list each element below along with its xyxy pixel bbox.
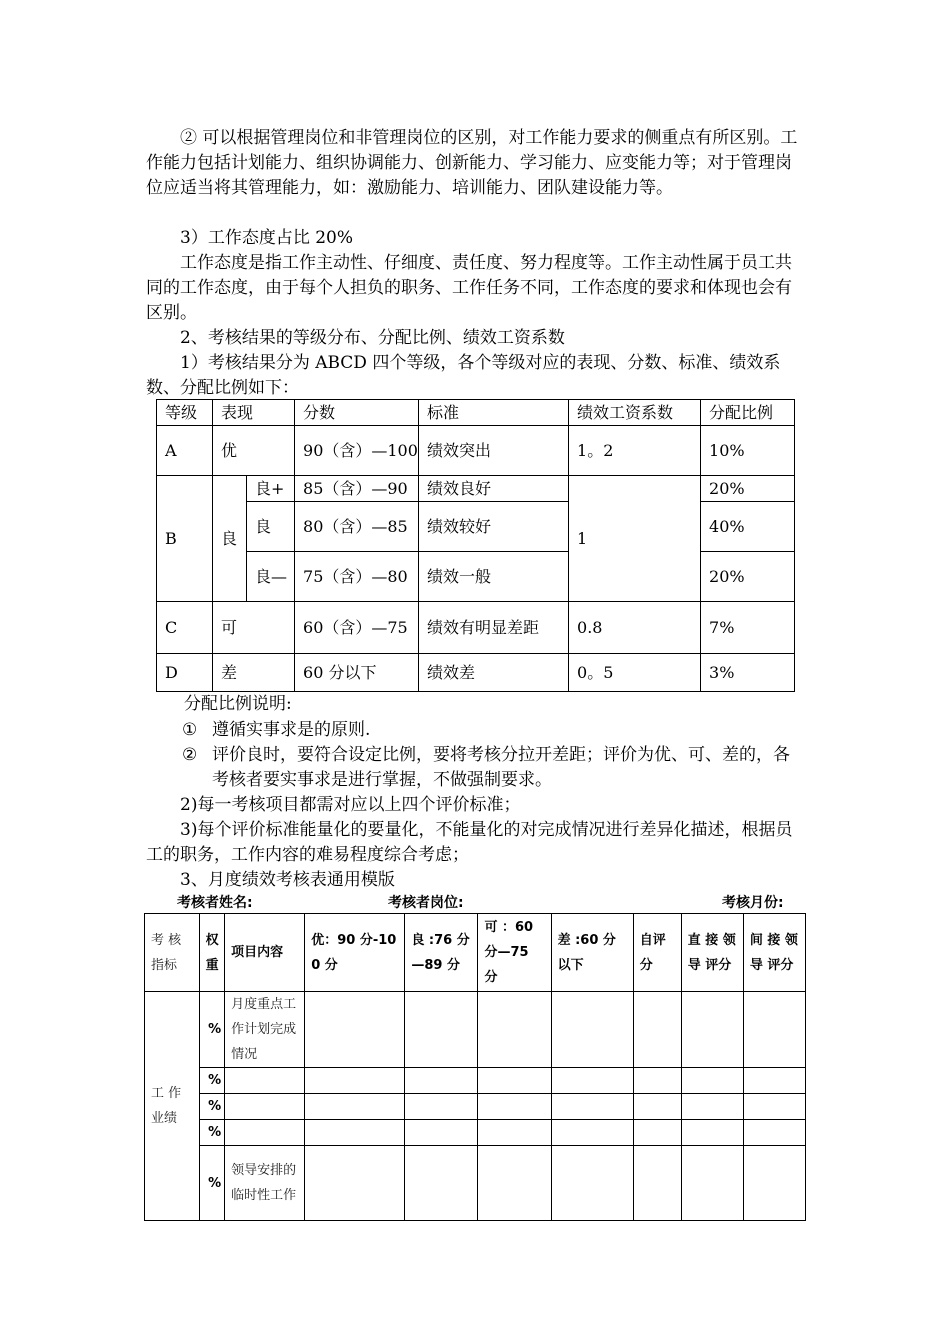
grade-standard: 绩效较好 [419,502,569,552]
ratio-note-number: ② [182,745,198,765]
header-poor: 差 :60 分以下 [551,914,633,992]
cell-fair[interactable] [478,1094,551,1120]
header-good: 良 :76 分—89 分 [405,914,478,992]
cell-self-score[interactable] [633,1094,681,1120]
category-work-performance: 工 作 业绩 [145,992,200,1221]
grade-row-c [157,602,795,654]
cell-good[interactable] [405,1120,478,1146]
item-temporary-work: 领导安排的临时性工作 [225,1146,305,1221]
grade-standard: 绩效差 [419,654,569,692]
grade-score: 75（含）—80 [295,552,419,602]
paragraph-grade-intro: 1）考核结果分为 ABCD 四个等级，各个等级对应的表现、分数、标准、绩效系数、分配比例如下： [146,353,781,398]
cell-direct-leader-score[interactable] [681,1068,743,1094]
cell-item-content[interactable] [225,1068,305,1094]
cell-excellent[interactable] [305,1094,405,1120]
cell-poor[interactable] [551,1146,633,1221]
grade-coefficient: 0.8 [569,602,701,654]
grade-letter: D [157,654,213,692]
header-weight: 权重 [200,914,225,992]
grade-ratio: 40% [701,502,795,552]
cell-fair[interactable] [478,1146,551,1221]
grade-coefficient: 0。5 [569,654,701,692]
cell-direct-leader-score[interactable] [681,1146,743,1221]
grade-sub-level: 良 [247,502,295,552]
weight-percent: % [200,992,225,1068]
form-header-row [145,914,806,992]
cell-excellent[interactable] [305,1146,405,1221]
grade-sub-level: 良+ [247,476,295,502]
form-row-temporary-work [145,1146,806,1221]
grade-ratio: 7% [701,602,795,654]
grade-letter: B [157,476,213,602]
form-row-blank [145,1068,806,1094]
grade-table-header [157,400,795,426]
cell-indirect-leader-score[interactable] [743,1120,805,1146]
cell-good[interactable] [405,1094,478,1120]
grade-score: 90（含）—100 [295,426,419,476]
ratio-note-2: 评价良时，要符合设定比例，要将考核分拉开差距；评价为优、可、差的，各考核者要实事求是进行掌握，不做强制要求。 [212,745,790,790]
ratio-note-number: ① [182,720,198,740]
header-ratio: 分配比例 [701,400,795,426]
grade-letter: C [157,602,213,654]
cell-excellent[interactable] [305,1120,405,1146]
cell-self-score[interactable] [633,992,681,1068]
grade-ratio: 3% [701,654,795,692]
grade-ratio: 20% [701,552,795,602]
grade-ratio: 10% [701,426,795,476]
header-grade: 等级 [157,400,213,426]
cell-good[interactable] [405,1146,478,1221]
section-heading-template: 3、月度绩效考核表通用模版 [180,870,395,890]
examiner-position-label: 考核者岗位: [388,895,464,911]
grade-table [156,399,795,692]
cell-self-score[interactable] [633,1146,681,1221]
grade-standard: 绩效突出 [419,426,569,476]
header-self-score: 自评分 [633,914,681,992]
cell-direct-leader-score[interactable] [681,992,743,1068]
monthly-assessment-form [144,913,806,1221]
grade-standard: 绩效一般 [419,552,569,602]
grade-row-b1 [157,476,795,502]
header-fair: 可 ：60 分—75 分 [478,914,551,992]
grade-sub-level: 良— [247,552,295,602]
header-score: 分数 [295,400,419,426]
grade-coefficient: 1 [569,476,701,602]
grade-performance: 良 [213,476,247,602]
item-key-work-plan: 月度重点工作计划完成情况 [225,992,305,1068]
cell-indirect-leader-score[interactable] [743,1068,805,1094]
ratio-note-title: 分配比例说明: [184,694,292,714]
cell-item-content[interactable] [225,1120,305,1146]
cell-poor[interactable] [551,992,633,1068]
grade-score: 60 分以下 [295,654,419,692]
grade-score: 80（含）—85 [295,502,419,552]
cell-indirect-leader-score[interactable] [743,1094,805,1120]
grade-score: 60（含）—75 [295,602,419,654]
form-row-blank [145,1120,806,1146]
weight-percent: % [200,1068,225,1094]
paragraph-attitude-heading: 3）工作态度占比 20% [180,228,354,248]
cell-fair[interactable] [478,1120,551,1146]
form-row-blank [145,1094,806,1120]
grade-coefficient: 1。2 [569,426,701,476]
header-indicator: 考 核 指标 [145,914,200,992]
cell-direct-leader-score[interactable] [681,1120,743,1146]
header-standard: 标准 [419,400,569,426]
ratio-note-1: 遵循实事求是的原则. [212,720,371,740]
paragraph-attitude-desc: 工作态度是指工作主动性、仔细度、责任度、努力程度等。工作主动性属于员工共同的工作态度，由于每个人担负的职务、工作任务不同，工作态度的要求和体现也会有区别。 [146,253,792,323]
paragraph-rule-3: 3)每个评价标准能量化的要量化，不能量化的对完成情况进行差异化描述，根据员工的职务，工作内容的难易程度综合考虑； [146,820,793,865]
examiner-name-label: 考核者姓名: [177,895,253,911]
header-direct-leader-score: 直 接 领 导 评分 [681,914,743,992]
grade-letter: A [157,426,213,476]
cell-item-content[interactable] [225,1094,305,1120]
header-indirect-leader-score: 间 接 领 导 评分 [743,914,805,992]
grade-standard: 绩效有明显差距 [419,602,569,654]
cell-indirect-leader-score[interactable] [743,992,805,1068]
cell-good[interactable] [405,992,478,1068]
section-heading-grades: 2、考核结果的等级分布、分配比例、绩效工资系数 [180,328,565,348]
cell-poor[interactable] [551,1068,633,1094]
weight-percent: % [200,1146,225,1221]
cell-poor[interactable] [551,1120,633,1146]
weight-percent: % [200,1120,225,1146]
grade-row-d [157,654,795,692]
header-excellent: 优：90 分-100 分 [305,914,405,992]
paragraph-work-ability: ② 可以根据管理岗位和非管理岗位的区别，对工作能力要求的侧重点有所区别。工作能力包括计划能力、组织协调能力、创新能力、学习能力、应变能力等；对于管理岗位应适当将其管理能力，如：激励能力、培训能力、团队建设能力等。 [146,128,798,198]
grade-score: 85（含）—90 [295,476,419,502]
cell-fair[interactable] [478,1068,551,1094]
cell-self-score[interactable] [633,1068,681,1094]
paragraph-rule-2: 2)每一考核项目都需对应以上四个评价标准； [180,795,521,815]
grade-performance: 差 [213,654,295,692]
cell-indirect-leader-score[interactable] [743,1146,805,1221]
grade-standard: 绩效良好 [419,476,569,502]
cell-excellent[interactable] [305,1068,405,1094]
cell-self-score[interactable] [633,1120,681,1146]
header-coefficient: 绩效工资系数 [569,400,701,426]
weight-percent: % [200,1094,225,1120]
cell-poor[interactable] [551,1094,633,1120]
assessment-month-label: 考核月份: [722,895,784,911]
cell-direct-leader-score[interactable] [681,1094,743,1120]
header-performance: 表现 [213,400,295,426]
grade-row-a [157,426,795,476]
form-row-key-plan [145,992,806,1068]
grade-ratio: 20% [701,476,795,502]
cell-good[interactable] [405,1068,478,1094]
grade-performance: 优 [213,426,295,476]
header-item-content: 项目内容 [225,914,305,992]
cell-excellent[interactable] [305,992,405,1068]
cell-fair[interactable] [478,992,551,1068]
grade-performance: 可 [213,602,295,654]
